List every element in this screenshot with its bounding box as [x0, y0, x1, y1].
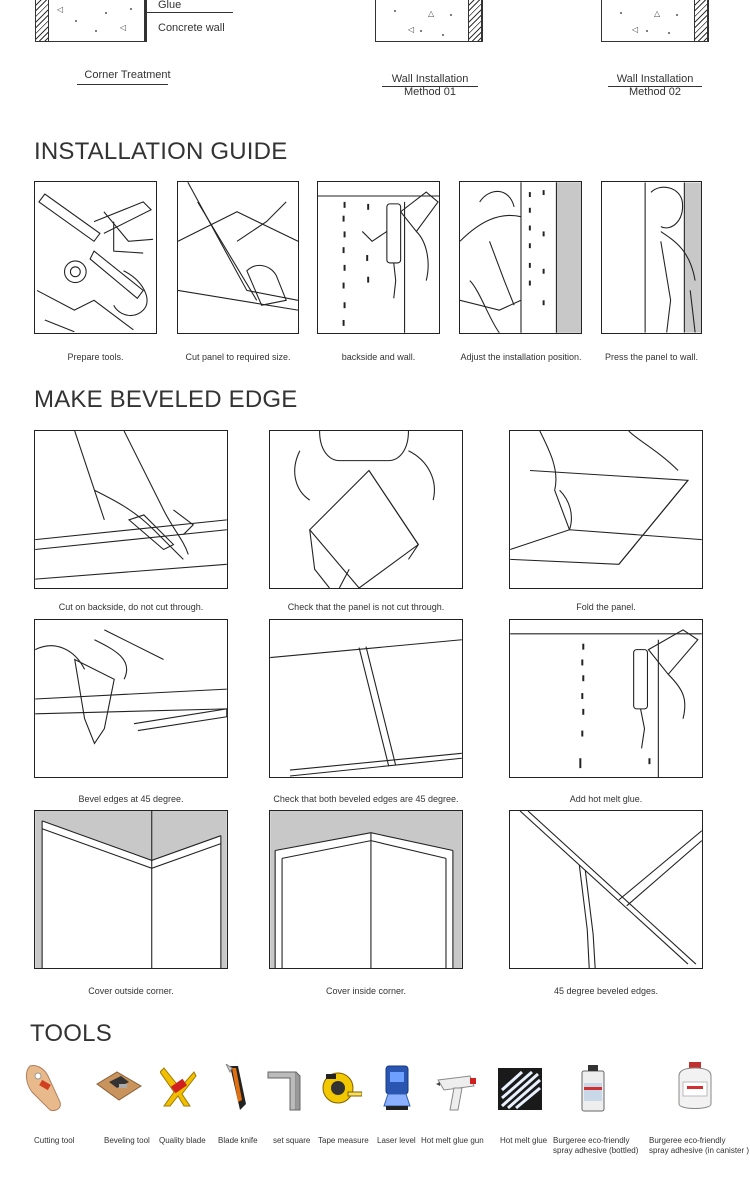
check-panel-drawing: [270, 431, 462, 588]
bevel-step-7-illustration: [34, 810, 228, 969]
glue-gun-icon: [436, 1068, 478, 1112]
bevel-edges-drawing: [35, 620, 227, 777]
concrete-wall-label: Concrete wall: [158, 22, 225, 34]
make-beveled-edge-title: MAKE BEVELED EDGE: [34, 386, 298, 413]
method1-title: Wall Installation: [391, 73, 469, 85]
tool-label-glue-sticks: Hot melt glue: [500, 1136, 548, 1145]
tool-label-glue-gun: Hot melt glue gun: [421, 1136, 484, 1145]
blade-icon: [160, 1064, 198, 1108]
method2-wall-outline: △ ◁: [601, 0, 709, 42]
tool-label-beveling-tool: Beveling tool: [104, 1136, 150, 1145]
tool-label-laser-level: Laser level: [377, 1136, 416, 1145]
glue-label: Glue: [158, 0, 182, 11]
canister-icon: [675, 1062, 715, 1112]
tool-label-quality-blade: Quality blade: [159, 1136, 206, 1145]
cutting-tool-icon: [24, 1062, 64, 1114]
beveling-tool-icon: [95, 1066, 143, 1106]
method1-sub: Method 01: [404, 86, 456, 98]
adjust-position-drawing: [460, 182, 581, 333]
bevel-step-2-caption: Check that the panel is not cut through.: [287, 602, 445, 612]
bevel-step-9-illustration: [509, 810, 703, 969]
laser-level-icon: [380, 1064, 414, 1112]
bevel-step-1-illustration: [34, 430, 228, 589]
wall-hatch: [35, 0, 49, 41]
glue-sticks-icon: [498, 1068, 542, 1110]
outside-corner-drawing: [35, 811, 227, 968]
corner-wall-outline: ◁ ◁: [35, 0, 145, 42]
method1-wall-outline: △ ◁: [375, 0, 483, 42]
method2-title: Wall Installation: [616, 73, 694, 85]
tool-label-set-square: set square: [273, 1136, 311, 1145]
check-bevels-drawing: [270, 620, 462, 777]
bevel-step-4-illustration: [34, 619, 228, 778]
set-square-icon: [266, 1068, 302, 1112]
tool-label-canister-2: spray adhesive (in canister ): [649, 1146, 750, 1155]
bevel-step-1-caption: Cut on backside, do not cut through.: [58, 602, 204, 612]
bevel-step-5-caption: Check that both beveled edges are 45 degree.: [273, 794, 459, 804]
bevel-step-6-illustration: [509, 619, 703, 778]
install-step-3-caption: backside and wall.: [341, 352, 416, 362]
prepare-tools-drawing: [35, 182, 156, 333]
bevel-step-7-caption: Cover outside corner.: [88, 986, 174, 996]
cut-backside-drawing: [35, 431, 227, 588]
apply-glue-drawing: [318, 182, 439, 333]
install-step-1-illustration: [34, 181, 157, 334]
install-step-5-caption: Press the panel to wall.: [604, 352, 699, 362]
bevel-step-6-caption: Add hot melt glue.: [569, 794, 643, 804]
bevel-step-5-illustration: [269, 619, 463, 778]
spray-bottle-icon: [578, 1063, 608, 1113]
install-step-5-illustration: [601, 181, 702, 334]
add-glue-drawing: [510, 620, 702, 777]
tool-label-spray-bottle-1: Burgeree eco-friendly: [553, 1136, 630, 1145]
knife-icon: [224, 1064, 248, 1112]
installation-guide-title: INSTALLATION GUIDE: [34, 138, 288, 165]
bevel-step-8-caption: Cover inside corner.: [325, 986, 407, 996]
inside-corner-drawing: [270, 811, 462, 968]
beveled-edges-drawing: [510, 811, 702, 968]
tool-label-tape-measure: Tape measure: [318, 1136, 369, 1145]
press-panel-drawing: [602, 182, 701, 333]
install-step-1-caption: Prepare tools.: [67, 352, 124, 362]
corner-treatment-caption: Corner Treatment: [84, 69, 171, 81]
bevel-step-3-illustration: [509, 430, 703, 589]
install-step-2-illustration: [177, 181, 299, 334]
cut-panel-drawing: [178, 182, 298, 333]
tool-label-blade-knife: Blade knife: [218, 1136, 258, 1145]
bevel-step-4-caption: Bevel edges at 45 degree.: [78, 794, 184, 804]
bevel-step-8-illustration: [269, 810, 463, 969]
install-step-4-caption: Adjust the installation position.: [460, 352, 582, 362]
bevel-step-9-caption: 45 degree beveled edges.: [553, 986, 659, 996]
install-step-2-caption: Cut panel to required size.: [185, 352, 291, 362]
install-step-4-illustration: [459, 181, 582, 334]
install-step-3-illustration: [317, 181, 440, 334]
bevel-step-3-caption: Fold the panel.: [576, 602, 636, 612]
tool-label-cutting-tool: Cutting tool: [34, 1136, 75, 1145]
tools-title: TOOLS: [30, 1020, 112, 1047]
tape-measure-icon: [318, 1070, 362, 1106]
bevel-step-2-illustration: [269, 430, 463, 589]
method2-sub: Method 02: [629, 86, 681, 98]
fold-panel-drawing: [510, 431, 702, 588]
tool-label-canister-1: Burgeree eco-friendly: [649, 1136, 726, 1145]
tool-label-spray-bottle-2: spray adhesive (bottled): [553, 1146, 639, 1155]
